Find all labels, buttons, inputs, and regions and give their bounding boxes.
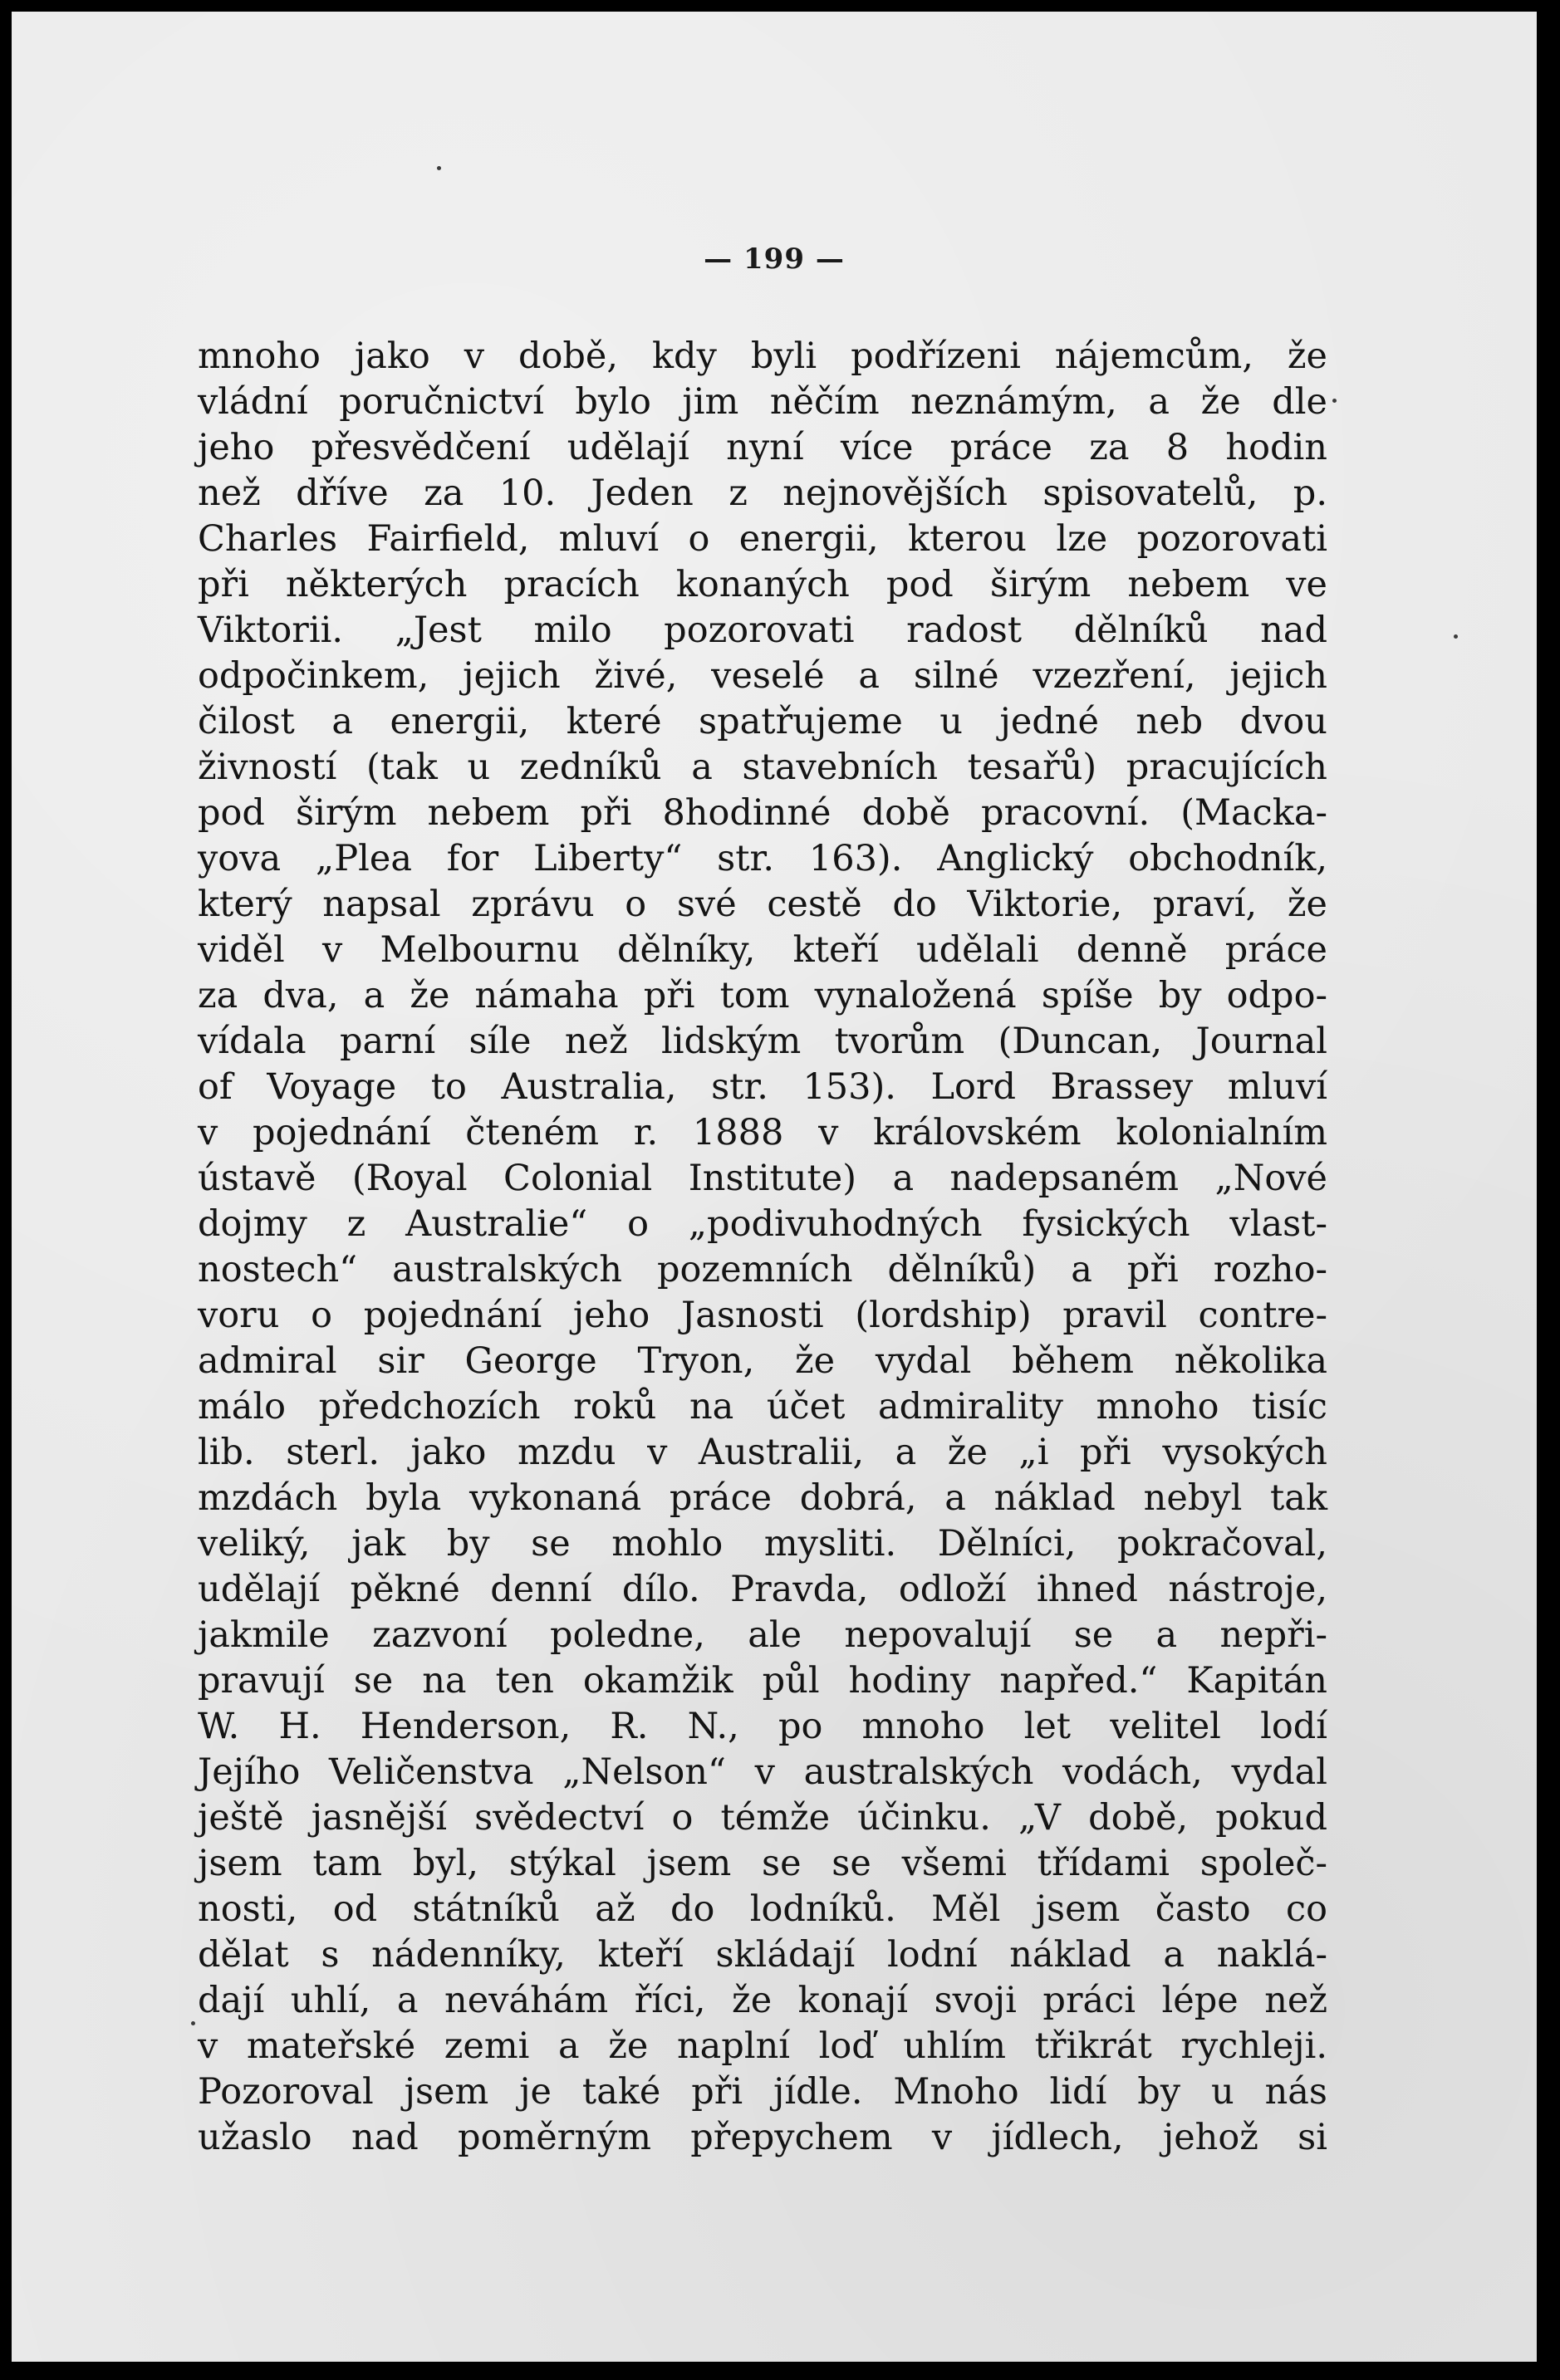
text-line: yova „Plea for Liberty“ str. 163). Anglický obchodník,	[198, 838, 1327, 879]
text-line: nostech“ australských pozemních dělníků) a při rozho-	[198, 1249, 1327, 1290]
text-line: voru o pojednání jeho Jasnosti (lordship) pravil contre-	[198, 1295, 1327, 1336]
text-line: pod širým nebem při 8hodinné době pracovní. (Macka-	[198, 792, 1327, 834]
text-line: za dva, a že námaha při tom vynaložená spíše by odpo-	[198, 975, 1327, 1016]
text-line: Pozoroval jsem je také při jídle. Mnoho lidí by u nás	[198, 2071, 1327, 2113]
text-line: ústavě (Royal Colonial Institute) a nadepsaném „Nové	[198, 1158, 1327, 1199]
text-line: málo předchozích roků na účet admirality mnoho tisíc	[198, 1386, 1327, 1428]
paper-speck	[437, 166, 441, 170]
text-line: dají uhlí, a neváhám říci, že konají svoji práci lépe než	[198, 1980, 1327, 2021]
text-line: při některých pracích konaných pod širým nebem ve	[198, 564, 1327, 605]
text-line: admiral sir George Tryon, že vydal během několika	[198, 1340, 1327, 1382]
text-line: než dříve za 10. Jeden z nejnovějších spisovatelů, p.	[198, 473, 1327, 514]
text-line: pravují se na ten okamžik půl hodiny napřed.“ Kapitán	[198, 1660, 1327, 1702]
text-line: dojmy z Australie“ o „podivuhodných fysických vlast-	[198, 1203, 1327, 1245]
text-line: udělají pěkné denní dílo. Pravda, odloží ihned nástroje,	[198, 1569, 1327, 1610]
text-line: odpočinkem, jejich živé, veselé a silné vzezření, jejich	[198, 655, 1327, 697]
page-number: — 199 —	[704, 242, 845, 276]
text-line: čilost a energii, které spatřujeme u jedné neb dvou	[198, 701, 1327, 742]
text-line: dělat s nádenníky, kteří skládají lodní náklad a naklá-	[198, 1934, 1327, 1976]
text-line: mnoho jako v době, kdy byli podřízeni nájemcům, že	[198, 335, 1327, 377]
text-line: vídala parní síle než lidským tvorům (Duncan, Journal	[198, 1021, 1327, 1062]
text-line: vládní poručnictví bylo jim něčím neznámým, a že dle	[198, 381, 1327, 423]
text-line: nosti, od státníků až do lodníků. Měl jsem často co	[198, 1888, 1327, 1930]
text-line: of Voyage to Australia, str. 153). Lord Brassey mluví	[198, 1066, 1327, 1108]
text-line: viděl v Melbournu dělníky, kteří udělali denně práce	[198, 929, 1327, 971]
text-line: v pojednání čteném r. 1888 v královském kolonialním	[198, 1112, 1327, 1153]
text-line: v mateřské zemi a že naplní loď uhlím třikrát rychleji.	[198, 2025, 1327, 2067]
book-page	[12, 12, 1537, 2362]
text-line: živností (tak u zedníků a stavebních tesařů) pracujících	[198, 747, 1327, 788]
body-text	[198, 334, 1327, 2161]
text-line: Charles Fairfield, mluví o energii, kterou lze pozorovati	[198, 518, 1327, 560]
text-line: ještě jasnější svědectví o témže účinku. „V době, pokud	[198, 1797, 1327, 1839]
text-line: Viktorii. „Jest milo pozorovati radost dělníků nad	[198, 610, 1327, 651]
text-line: veliký, jak by se mohlo mysliti. Dělníci, pokračoval,	[198, 1523, 1327, 1565]
text-line: lib. sterl. jako mzdu v Australii, a že „i při vysokých	[198, 1432, 1327, 1473]
paper-speck	[191, 2021, 195, 2025]
text-line: jakmile zazvoní poledne, ale nepovalují se a nepři-	[198, 1614, 1327, 1656]
text-line: mzdách byla vykonaná práce dobrá, a náklad nebyl tak	[198, 1477, 1327, 1519]
text-line: užaslo nad poměrným přepychem v jídlech, jehož si	[198, 2117, 1327, 2158]
text-line: který napsal zprávu o své cestě do Viktorie, praví, že	[198, 884, 1327, 925]
text-line: jeho přesvědčení udělají nyní více práce za 8 hodin	[198, 427, 1327, 468]
paper-speck	[1332, 399, 1337, 403]
text-line: Jejího Veličenstva „Nelson“ v australských vodách, vydal	[198, 1751, 1327, 1793]
text-line: jsem tam byl, stýkal jsem se se všemi třídami společ-	[198, 1843, 1327, 1884]
text-line: W. H. Henderson, R. N., po mnoho let velitel lodí	[198, 1706, 1327, 1747]
paper-speck	[1454, 634, 1458, 639]
